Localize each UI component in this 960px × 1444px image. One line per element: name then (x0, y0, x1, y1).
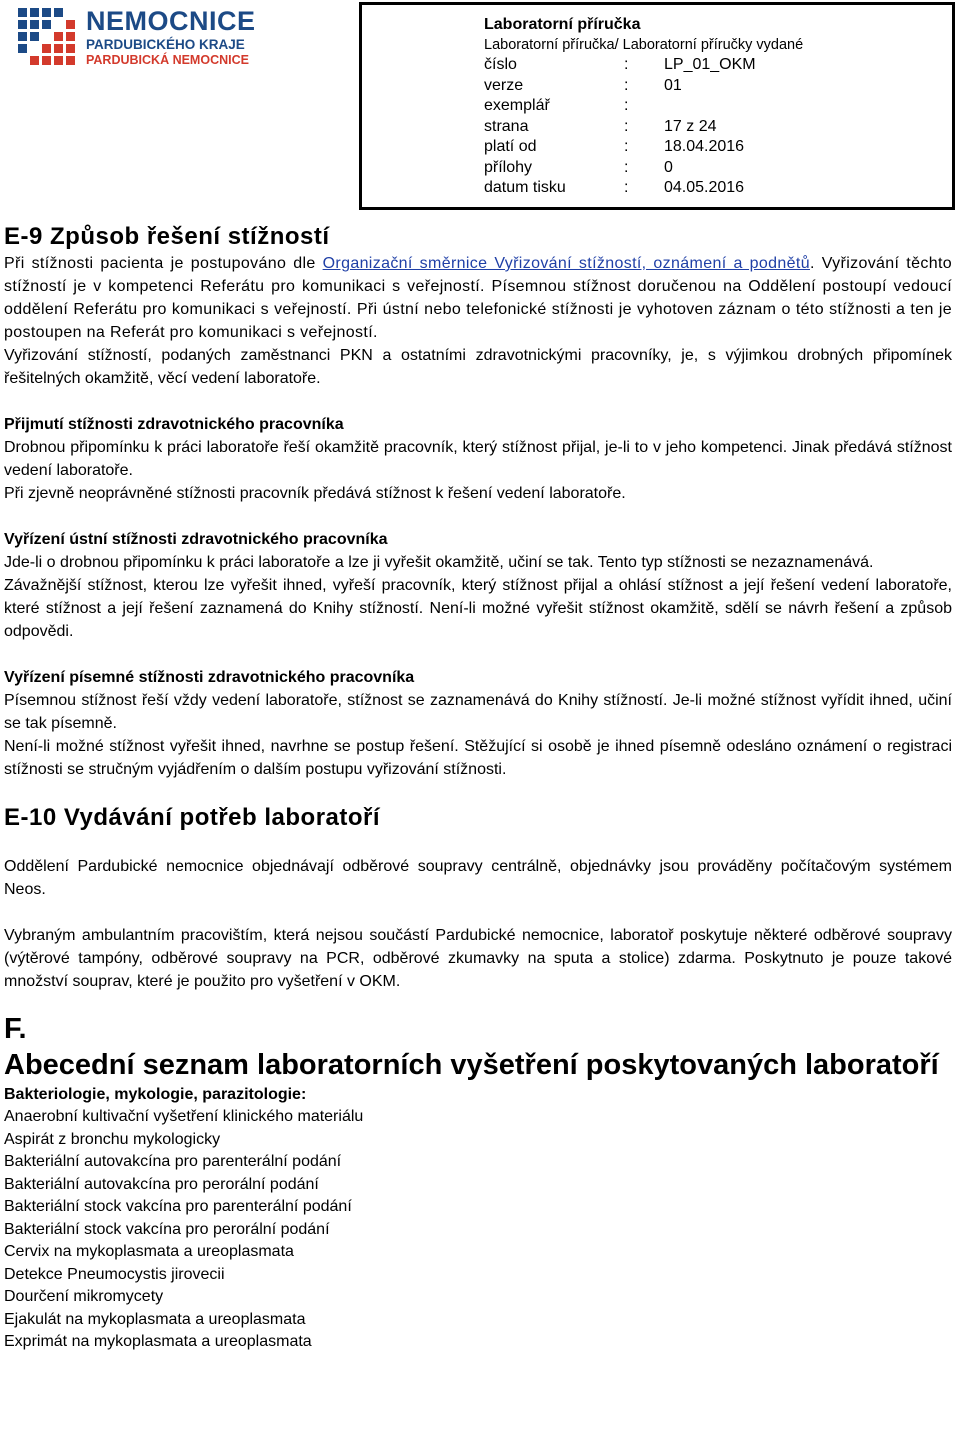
section-e9-paragraph-1 (4, 252, 952, 344)
header-row-value: 04.05.2016 (664, 179, 745, 196)
header-row-colon: : (624, 138, 629, 155)
hospital-logo (16, 6, 256, 76)
header-row-colon: : (624, 117, 629, 135)
sub3-heading: Vyřízení písemné stížnosti zdravotnického pracovníka (4, 669, 415, 686)
logo-line-2: PARDUBICKÉHO KRAJE (86, 37, 245, 52)
p1-text-after: . Vyřizování těchto stížností je v kompetenci Referátu pro komunikaci s veřejností. Písemnou stížnost doručenou na Oddělení postoupí vedoucí oddělení Referátu pro komunikaci s veřejností. Při ústní nebo telefonické stížnosti je vyhotoven záznam o této stížnosti a ten je postoupen na Referát pro komunikaci s veřejností. (4, 255, 952, 341)
section-e9-heading: E-9 Způsob řešení stížností (4, 223, 330, 250)
section-f-heading: Abecední seznam laboratorních vyšetření poskytovaných laboratoří (4, 1049, 939, 1081)
header-row (484, 117, 952, 138)
header-row-colon: : (624, 97, 629, 114)
section-e10-paragraph-1: Oddělení Pardubické nemocnice objednávají odběrové soupravy centrálně, objednávky jsou prováděny počítačovým systémem Neos. (4, 858, 952, 898)
sub1-paragraph-1: Drobnou připomínku k práci laboratoře řeší okamžitě pracovník, který stížnost přijal, je-li to v jeho kompetenci. Jinak předává stížnost vedení laboratoře. (4, 439, 952, 479)
list-item: Bakteriální autovakcína pro perorální podání (4, 1175, 319, 1193)
sub1-paragraph-2: Při zjevně neoprávněné stížnosti pracovník předává stížnost k řešení vedení laboratoře. (4, 485, 626, 502)
header-row-key: přílohy (484, 158, 533, 176)
header-row-colon: : (624, 56, 629, 73)
list-item: Aspirát z bronchu mykologicky (4, 1130, 221, 1148)
section-e10-paragraph-2: Vybraným ambulantním pracovištím, která nejsou součástí Pardubické nemocnice, laboratoř poskytuje některé odběrové soupravy (výtěrové tampóny, odběrové soupravy na PCR, odběrové zkumavky na sputa a stolice) zdarma. Poskytnuto je pouze takové množství souprav, které je použito pro vyšetření v OKM. (4, 927, 952, 990)
header-row-value: LP_01_OKM (664, 56, 756, 73)
header-row (484, 137, 952, 158)
section-f-subheading: Bakteriologie, mykologie, parazitologie: (4, 1086, 307, 1103)
sub2-paragraph-2: Závažnější stížnost, kterou lze vyřešit ihned, vyřeší pracovník, který stížnost přijal a ohlásí stížnost a její řešení vedení laboratoře, které stížnost a její řešení zaznamená do Knihy stížností. Není-li možné vyřešit stížnost okamžitě, sdělí se návrh řešení a způsob odpovědi. (4, 577, 952, 640)
list-item: Bakteriální stock vakcína pro parenterální podání (4, 1198, 352, 1215)
directive-link[interactable]: Organizační směrnice Vyřizování stížností, oznámení a podnětů (322, 255, 810, 272)
list-item: Anaerobní kultivační vyšetření klinického materiálu (4, 1108, 364, 1125)
header-subtitle: Laboratorní příručka/ Laboratorní příručky vydané (484, 37, 804, 53)
header-row (484, 178, 952, 199)
header-row-colon: : (624, 76, 629, 94)
list-item: Bakteriální autovakcína pro parenterální podání (4, 1153, 342, 1170)
list-item: Bakteriální stock vakcína pro perorální podání (4, 1220, 330, 1238)
section-f-letter: F. (4, 1013, 27, 1045)
p1-text-before: Při stížnosti pacienta je postupováno dle (4, 255, 323, 272)
sub2-heading: Vyřízení ústní stížnosti zdravotnického pracovníka (4, 531, 388, 548)
header-row-value: 01 (664, 76, 682, 94)
section-e9-paragraph-2: Vyřizování stížností, podaných zaměstnanci PKN a ostatními zdravotnickými pracovníky, je, s výjimkou drobných připomínek řešitelných okamžitě, věcí vedení laboratoře. (4, 347, 952, 387)
header-row-key: platí od (484, 138, 537, 155)
sub3-paragraph-2: Není-li možné stížnost vyřešit ihned, navrhne se postup řešení. Stěžující si osobě je ihned písemně odesláno oznámení o registraci stížnosti se stručným vyjádřením o dalším postupu vyřizování stížnosti. (4, 738, 952, 778)
header-row (484, 55, 952, 76)
list-item: Cervix na mykoplasmata a ureoplasmata (4, 1243, 294, 1260)
sub2-paragraph-1: Jde-li o drobnou připomínku k práci laboratoře a lze ji vyřešit okamžitě, učiní se tak. Tento typ stížnosti se nezaznamenává. (4, 554, 874, 571)
header-row-key: číslo (484, 56, 517, 73)
header-row-colon: : (624, 158, 629, 176)
document-content (4, 222, 952, 1354)
logo-line-1: NEMOCNICE (86, 6, 256, 36)
header-row-key: strana (484, 117, 529, 135)
header-row (484, 96, 952, 117)
list-item: Detekce Pneumocystis jirovecii (4, 1265, 225, 1283)
header-row (484, 76, 952, 97)
header-row-value: 0 (664, 158, 673, 176)
header-title: Laboratorní příručka (484, 16, 641, 33)
header-row-value: 18.04.2016 (664, 138, 745, 155)
header-row-value: 17 z 24 (664, 117, 717, 135)
document-header-box (359, 2, 955, 210)
header-row-colon: : (624, 179, 629, 196)
list-item: Ejakulát na mykoplasmata a ureoplasmata (4, 1310, 306, 1328)
hospital-logo-icon (16, 6, 78, 74)
examination-list (4, 1106, 952, 1354)
logo-line-3: PARDUBICKÁ NEMOCNICE (86, 53, 249, 67)
section-e10-heading: E-10 Vydávání potřeb laboratoří (4, 804, 381, 831)
sub3-paragraph-1: Písemnou stížnost řeší vždy vedení laboratoře, stížnost se zaznamenává do Knihy stížností. Je-li možné stížnost vyřídit ihned, učiní se tak písemně. (4, 692, 952, 732)
header-row-key: datum tisku (484, 179, 566, 196)
sub1-heading: Přijmutí stížnosti zdravotnického pracovníka (4, 416, 344, 433)
list-item: Exprimát na mykoplasmata a ureoplasmata (4, 1333, 312, 1350)
header-row-key: exemplář (484, 97, 550, 114)
header-row-key: verze (484, 76, 524, 94)
header-row (484, 158, 952, 179)
header-rows (484, 55, 952, 199)
list-item: Dourčení mikromycety (4, 1288, 164, 1305)
